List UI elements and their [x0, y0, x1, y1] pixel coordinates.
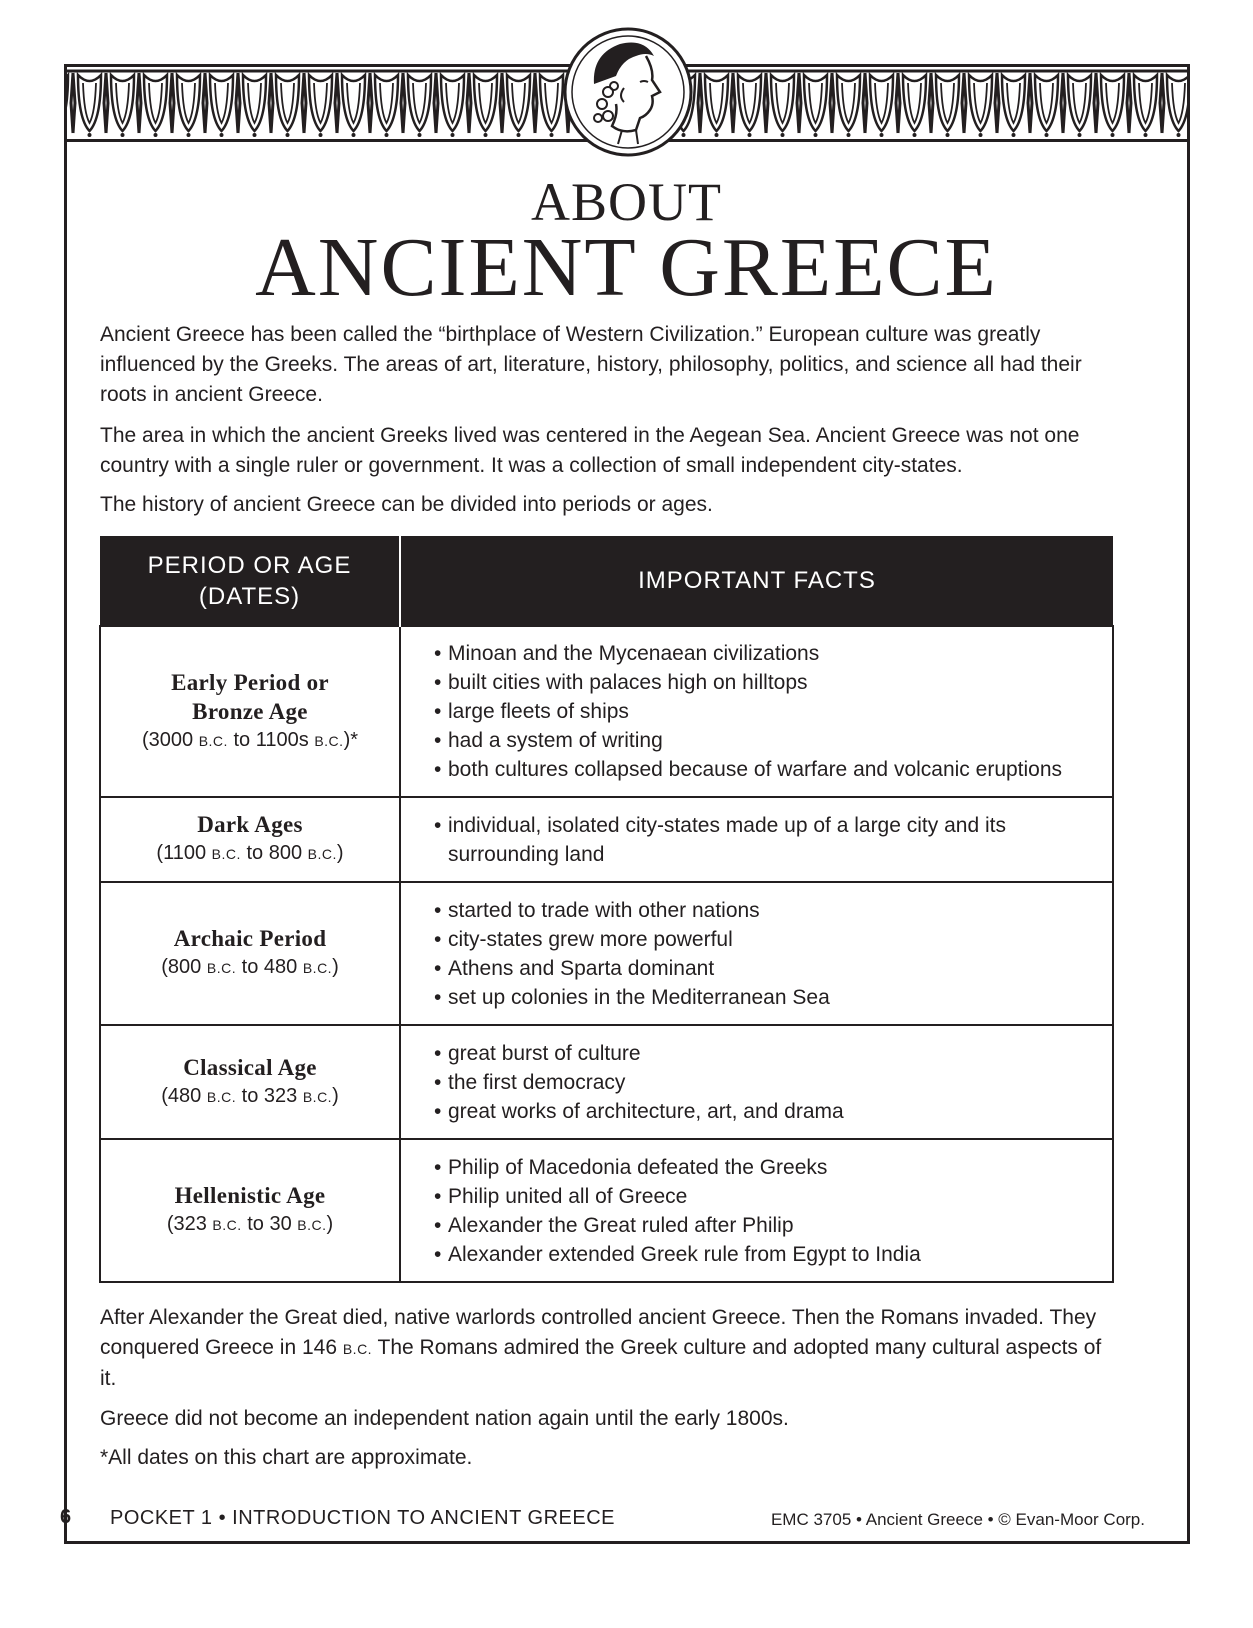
header-period	[100, 536, 400, 626]
fact-item: • great burst of culture	[434, 1039, 1112, 1068]
header-facts: IMPORTANT FACTS	[400, 536, 1113, 626]
era-label: B.C.	[297, 1217, 327, 1233]
era-label: B.C.	[212, 1217, 242, 1233]
date-part: 1100s	[255, 728, 309, 751]
fact-item: • Alexander extended Greek rule from Egypt to India	[434, 1240, 1112, 1269]
section-title: POCKET 1 • INTRODUCTION TO ANCIENT GREECE	[110, 1507, 615, 1529]
date-part: 3000	[148, 728, 194, 751]
date-part: )	[326, 1213, 334, 1235]
period-name: Classical Age	[183, 1054, 317, 1080]
era-label: B.C.	[314, 732, 344, 749]
fact-item: • Athens and Sparta dominant	[434, 954, 1112, 983]
period-cell	[100, 797, 400, 882]
era-label: B.C.	[342, 1341, 373, 1357]
closing-paragraph	[100, 1303, 1120, 1394]
intro-paragraph: Ancient Greece has been called the “birthplace of Western Civilization.” European culture was greatly influenced by the Greeks. The areas of art, literature, history, philosophy, politics, and science all had their roots in ancient Greece.	[100, 323, 1082, 406]
table-header-row	[100, 536, 1113, 626]
date-part: 480	[167, 1084, 202, 1107]
era-label: B.C.	[307, 846, 337, 862]
date-part: to	[246, 842, 264, 864]
facts-cell	[400, 797, 1113, 882]
facts-list	[401, 1153, 1112, 1269]
date-part: )	[332, 956, 339, 978]
page-number: 6	[60, 1506, 72, 1528]
fact-item: • great works of architecture, art, and drama	[434, 1097, 1112, 1126]
fact-item: • built cities with palaces high on hilltops	[434, 668, 1112, 697]
date-part: )	[336, 842, 344, 864]
period-name: Hellenistic Age	[174, 1183, 326, 1208]
fact-item: • both cultures collapsed because of warfare and volcanic eruptions	[434, 755, 1112, 784]
facts-cell	[400, 626, 1113, 797]
facts-cell	[400, 1139, 1113, 1282]
fact-item: • Philip united all of Greece	[434, 1182, 1112, 1211]
date-part: to	[241, 1084, 259, 1107]
intro-paragraph: The history of ancient Greece can be divided into periods or ages.	[100, 493, 713, 516]
facts-list	[401, 896, 1112, 1012]
fact-item: • Minoan and the Mycenaean civilizations	[434, 639, 1112, 668]
date-part: 323	[263, 1084, 298, 1107]
period-dates: (480 B.C. to 323 B.C.)	[161, 1084, 339, 1107]
closing-paragraph: Greece did not become an independent nation again until the early 1800s.	[100, 1407, 789, 1430]
era-label: B.C.	[302, 960, 333, 976]
date-part: 323	[173, 1213, 207, 1235]
table-row	[100, 1025, 1113, 1139]
facts-cell	[400, 1025, 1113, 1139]
fact-item: • Philip of Macedonia defeated the Greeks	[434, 1153, 1112, 1182]
table-row	[100, 797, 1113, 882]
fact-item: • had a system of writing	[434, 726, 1112, 755]
table-row	[100, 626, 1113, 797]
period-name: Archaic Period	[173, 926, 327, 951]
period-cell	[100, 1025, 400, 1139]
greek-coin-profile-icon	[562, 26, 694, 158]
fact-item: • large fleets of ships	[434, 697, 1112, 726]
era-label: B.C.	[198, 732, 228, 749]
period-dates: (800 B.C. to 480 B.C.)	[161, 956, 339, 978]
table-row	[100, 882, 1113, 1025]
date-part: 800	[167, 956, 202, 978]
period-name: Early Period or Bronze Age	[171, 669, 329, 724]
era-label: B.C.	[206, 1088, 237, 1105]
date-part: )	[332, 1084, 339, 1107]
date-part: 1100	[163, 842, 207, 864]
closing-text: After Alexander the Great died, native warlords controlled ancient Greece. Then the Romans invaded. They conquered Greece in 146	[100, 1306, 1097, 1359]
page-title: ANCIENT GREECE	[255, 221, 998, 314]
period-cell	[100, 626, 400, 797]
closing-text: The Romans admired the Greek culture and adopted many cultural aspects of it.	[100, 1336, 1102, 1390]
period-dates: (3000 B.C. to 1100s B.C.)*	[141, 728, 359, 751]
facts-cell	[400, 882, 1113, 1025]
page-title-small: ABOUT	[531, 172, 722, 232]
footnote: *All dates on this chart are approximate.	[100, 1446, 473, 1469]
period-dates: (1100 B.C. to 800 B.C.)	[156, 842, 344, 864]
periods-table	[99, 536, 1112, 1283]
date-part: to	[247, 1213, 264, 1235]
era-label: B.C.	[206, 960, 237, 976]
fact-item: • individual, isolated city-states made up of a large city and its surrounding land	[434, 811, 1048, 869]
period-dates: (323 B.C. to 30 B.C.)	[166, 1213, 334, 1235]
date-part: 480	[263, 956, 298, 978]
fact-item: • city-states grew more powerful	[434, 925, 1112, 954]
facts-list	[401, 1039, 1112, 1126]
publisher-credit: EMC 3705 • Ancient Greece • © Evan-Moor Corp.	[770, 1510, 1145, 1529]
era-label: B.C.	[211, 846, 241, 862]
fact-item: • Alexander the Great ruled after Philip	[434, 1211, 1112, 1240]
date-part: 30	[269, 1213, 292, 1235]
date-part: )*	[343, 728, 359, 751]
period-cell	[100, 1139, 400, 1282]
header-period-label: PERIOD OR AGE (DATES)	[147, 551, 352, 610]
facts-list	[401, 811, 1112, 869]
fact-item: • the first democracy	[434, 1068, 1112, 1097]
era-label: B.C.	[302, 1088, 333, 1105]
period-name: Dark Ages	[197, 812, 303, 837]
table-row	[100, 1139, 1113, 1282]
date-part: 800	[268, 842, 303, 864]
intro-paragraph: The area in which the ancient Greeks lived was centered in the Aegean Sea. Ancient Greece was not one country with a single ruler or government. It was a collection of small independent city-states.	[100, 424, 1080, 477]
date-part: to	[233, 728, 251, 751]
facts-list	[401, 639, 1112, 784]
fact-item: • set up colonies in the Mediterranean Sea	[434, 983, 1112, 1012]
fact-item: • started to trade with other nations	[434, 896, 1112, 925]
date-part: to	[241, 956, 259, 978]
period-cell	[100, 882, 400, 1025]
